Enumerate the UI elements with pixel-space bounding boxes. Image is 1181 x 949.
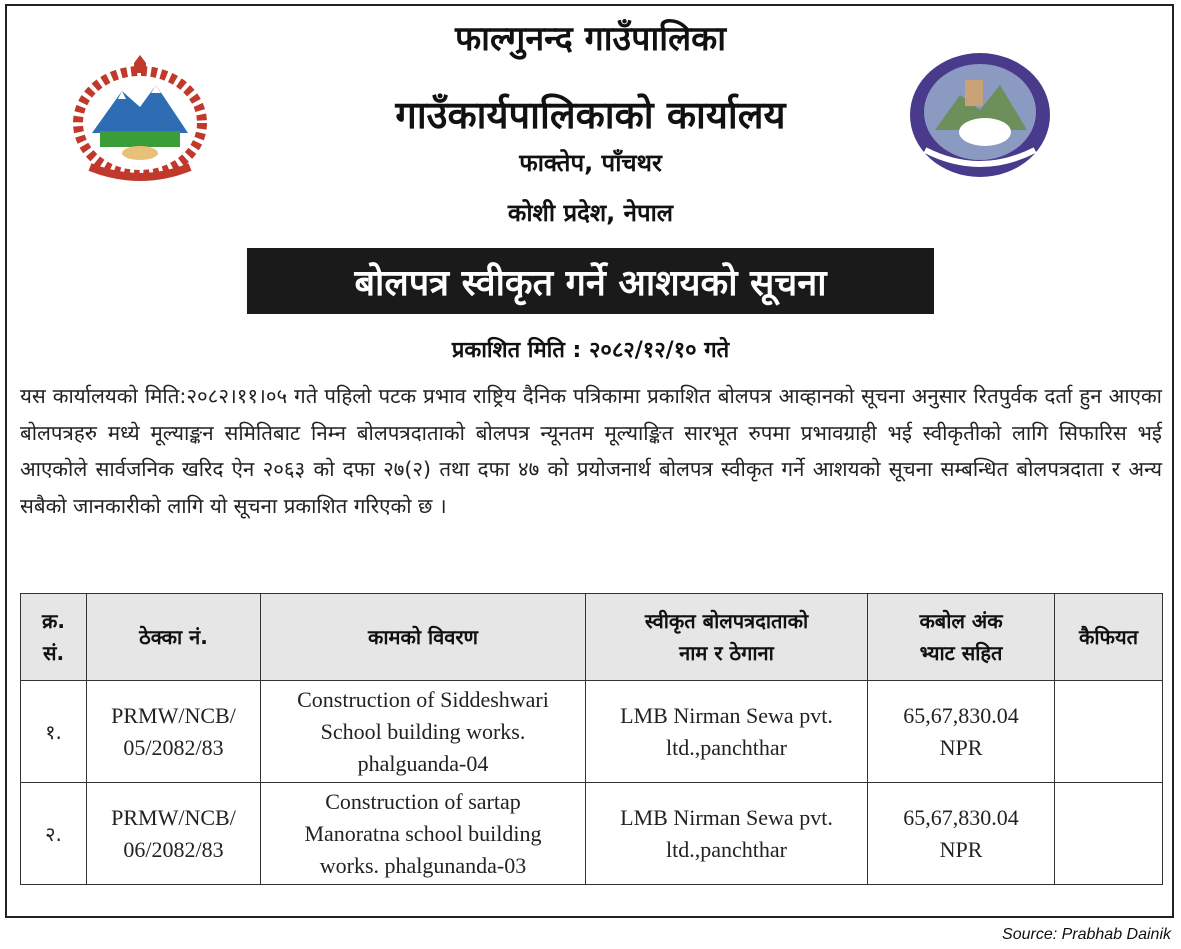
- row-remarks: [1055, 783, 1163, 885]
- desc-line1: Construction of sartap: [325, 788, 521, 814]
- desc-line3: phalguanda-04: [357, 750, 489, 776]
- amount-line1: 65,67,830.04: [903, 804, 1019, 830]
- desc-line1: Construction of Siddeshwari: [297, 686, 549, 712]
- published-date: प्रकाशित मिति : २०८२/१२/१० गते: [451, 338, 730, 363]
- bidder-line1: LMB Nirman Sewa pvt.: [620, 804, 833, 830]
- office-name: गाउँकार्यपालिकाको कार्यालय: [395, 93, 786, 137]
- header-amount: [868, 594, 1055, 681]
- desc-line2: Manoratna school building: [304, 820, 542, 846]
- bidder-line2: ltd.,panchthar: [666, 734, 787, 760]
- header-sn-line2: सं.: [42, 641, 65, 665]
- table-header-row: [21, 594, 1163, 681]
- row-bidder: [586, 783, 868, 885]
- header-amount-line2: भ्याट सहित: [919, 641, 1003, 665]
- contract-line2: 05/2082/83: [123, 734, 224, 760]
- header-amount-line1: कबोल अंक: [919, 609, 1003, 633]
- row-amount: [868, 681, 1055, 783]
- amount-line1: 65,67,830.04: [903, 702, 1019, 728]
- header-description: कामको विवरण: [261, 594, 586, 681]
- bidder-line1: LMB Nirman Sewa pvt.: [620, 702, 833, 728]
- office-address: फाक्तेप, पाँचथर: [519, 149, 662, 177]
- row-description: [261, 681, 586, 783]
- source-credit: Source: Prabhab Dainik: [1002, 926, 1171, 943]
- province-country: कोशी प्रदेश, नेपाल: [507, 199, 674, 227]
- row-contract-no: [87, 783, 261, 885]
- desc-line3: works. phalgunanda-03: [319, 852, 527, 878]
- row-description: [261, 783, 586, 885]
- municipality-name: फाल्गुनन्द गाउँपालिका: [454, 19, 727, 59]
- desc-line2: School building works.: [320, 718, 526, 744]
- row-sn: १.: [21, 681, 87, 783]
- contract-line2: 06/2082/83: [123, 836, 224, 862]
- header-contract-no: ठेक्का नं.: [87, 594, 261, 681]
- row-contract-no: [87, 681, 261, 783]
- amount-line2: NPR: [939, 836, 983, 862]
- contract-line1: PRMW/NCB/: [111, 804, 236, 830]
- row-remarks: [1055, 681, 1163, 783]
- header-remarks: कैफियत: [1055, 594, 1163, 681]
- contract-line1: PRMW/NCB/: [111, 702, 236, 728]
- header-sn: [21, 594, 87, 681]
- bidder-line2: ltd.,panchthar: [666, 836, 787, 862]
- header-bidder-line1: स्वीकृत बोलपत्रदाताको: [644, 609, 809, 633]
- row-sn: २.: [21, 783, 87, 885]
- notice-body: यस कार्यालयको मिति:२०८२।११।०५ गते पहिलो पटक प्रभाव राष्ट्रिय दैनिक पत्रिकामा प्रकाशित बोलपत्र आव्हानको सूचना अनुसार रितपुर्वक दर्ता हुन आएका बोलपत्रहरु मध्ये मूल्याङ्कन समितिबाट निम्न बोलपत्रदाताको बोलपत्र न्यूनतम मूल्याङ्कित सारभूत रुपमा प्रभावग्राही भई स्वीकृतीको लागि सिफारिस भई आएकोले सार्वजनिक खरिद ऐन २०६३ को दफा २७(२) तथा दफा ४७ को प्रयोजनार्थ बोलपत्र स्वीकृत गर्ने आशयको सूचना सम्बन्धित बोलपत्रदाता र अन्य सबैको जानकारीको लागि यो सूचना प्रकाशित गरिएको छ ।: [20, 384, 1162, 518]
- header-sn-line1: क्र.: [42, 609, 65, 633]
- notice-title: बोलपत्र स्वीकृत गर्ने आशयको सूचना: [247, 248, 934, 314]
- row-amount: [868, 783, 1055, 885]
- row-bidder: [586, 681, 868, 783]
- header-bidder: [586, 594, 868, 681]
- bid-table: [20, 593, 1163, 885]
- table-row: [21, 681, 1163, 783]
- header-bidder-line2: नाम र ठेगाना: [679, 641, 774, 665]
- amount-line2: NPR: [939, 734, 983, 760]
- table-row: [21, 783, 1163, 885]
